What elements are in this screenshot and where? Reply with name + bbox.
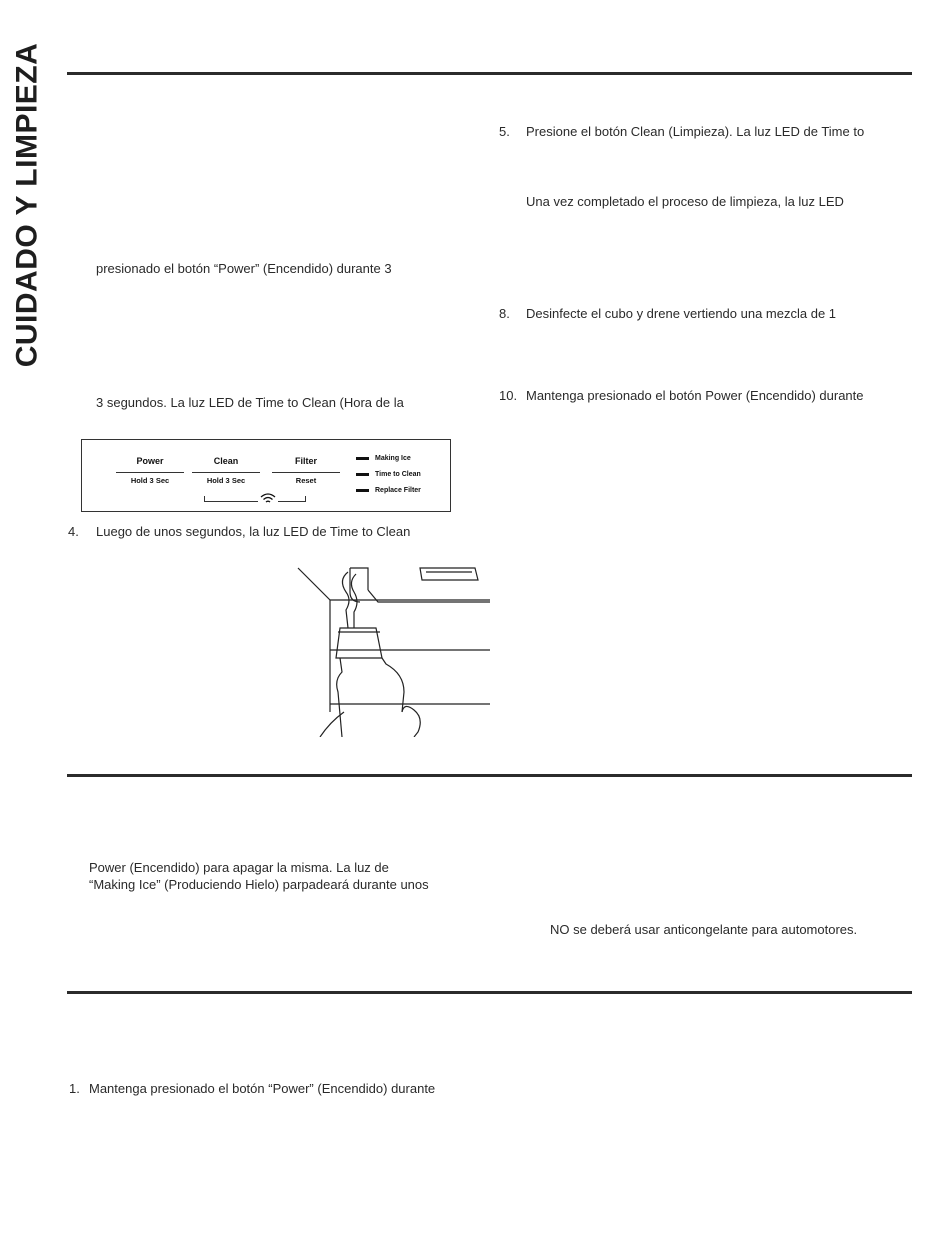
side-title-text: CUIDADO Y LIMPIEZA (10, 42, 43, 368)
step-10: 10. Mantenga presionado el botón Power (Encendido) durante (499, 388, 864, 403)
paragraph-power-hold: presionado el botón “Power” (Encendido) durante 3 (96, 261, 392, 276)
indicator-time-to-clean: Time to Clean (356, 471, 421, 478)
section-rule-3 (67, 991, 912, 994)
filter-label: Filter (294, 456, 317, 466)
paragraph-clean-complete: Una vez completado el proceso de limpieza, la luz LED (526, 194, 844, 209)
paragraph-time-to-clean: 3 segundos. La luz LED de Time to Clean (Hora de la (96, 395, 404, 410)
section2-line-2: “Making Ice” (Produciendo Hielo) parpadeará durante unos (89, 877, 429, 892)
top-rule (67, 72, 912, 75)
indicator-replace-filter: Replace Filter (356, 487, 421, 494)
clean-label: Clean (213, 456, 239, 466)
step-5: 5. Presione el botón Clean (Limpieza). La luz LED de Time to (499, 124, 865, 139)
panel-filter-button (272, 454, 340, 485)
indicator-making-ice: Making Ice (356, 455, 411, 462)
clean-sub-label: Hold 3 Sec (206, 476, 246, 485)
wifi-icon (258, 492, 278, 510)
section3-step-1: 1. Mantenga presionado el botón “Power” (Encendido) durante (69, 1081, 436, 1096)
section-rule-2 (67, 774, 912, 777)
panel-clean-button (192, 454, 260, 485)
led-icon (356, 473, 369, 476)
power-label: Power (136, 456, 164, 466)
led-icon (356, 489, 369, 492)
antifreeze-note: NO se deberá usar anticongelante para automotores. (550, 922, 858, 937)
power-sub-label: Hold 3 Sec (130, 476, 170, 485)
step-4: 4. Luego de unos segundos, la luz LED de Time to Clean (68, 524, 411, 539)
panel-bracket (204, 496, 306, 502)
control-panel (81, 439, 451, 512)
panel-power-button (116, 454, 184, 485)
filter-sub-label: Reset (295, 476, 317, 485)
ice-maker-illustration (290, 562, 492, 737)
led-icon (356, 457, 369, 460)
section2-line-1: Power (Encendido) para apagar la misma. La luz de (89, 860, 389, 875)
step-8: 8. Desinfecte el cubo y drene vertiendo una mezcla de 1 (499, 306, 837, 321)
side-title (2, 30, 52, 380)
